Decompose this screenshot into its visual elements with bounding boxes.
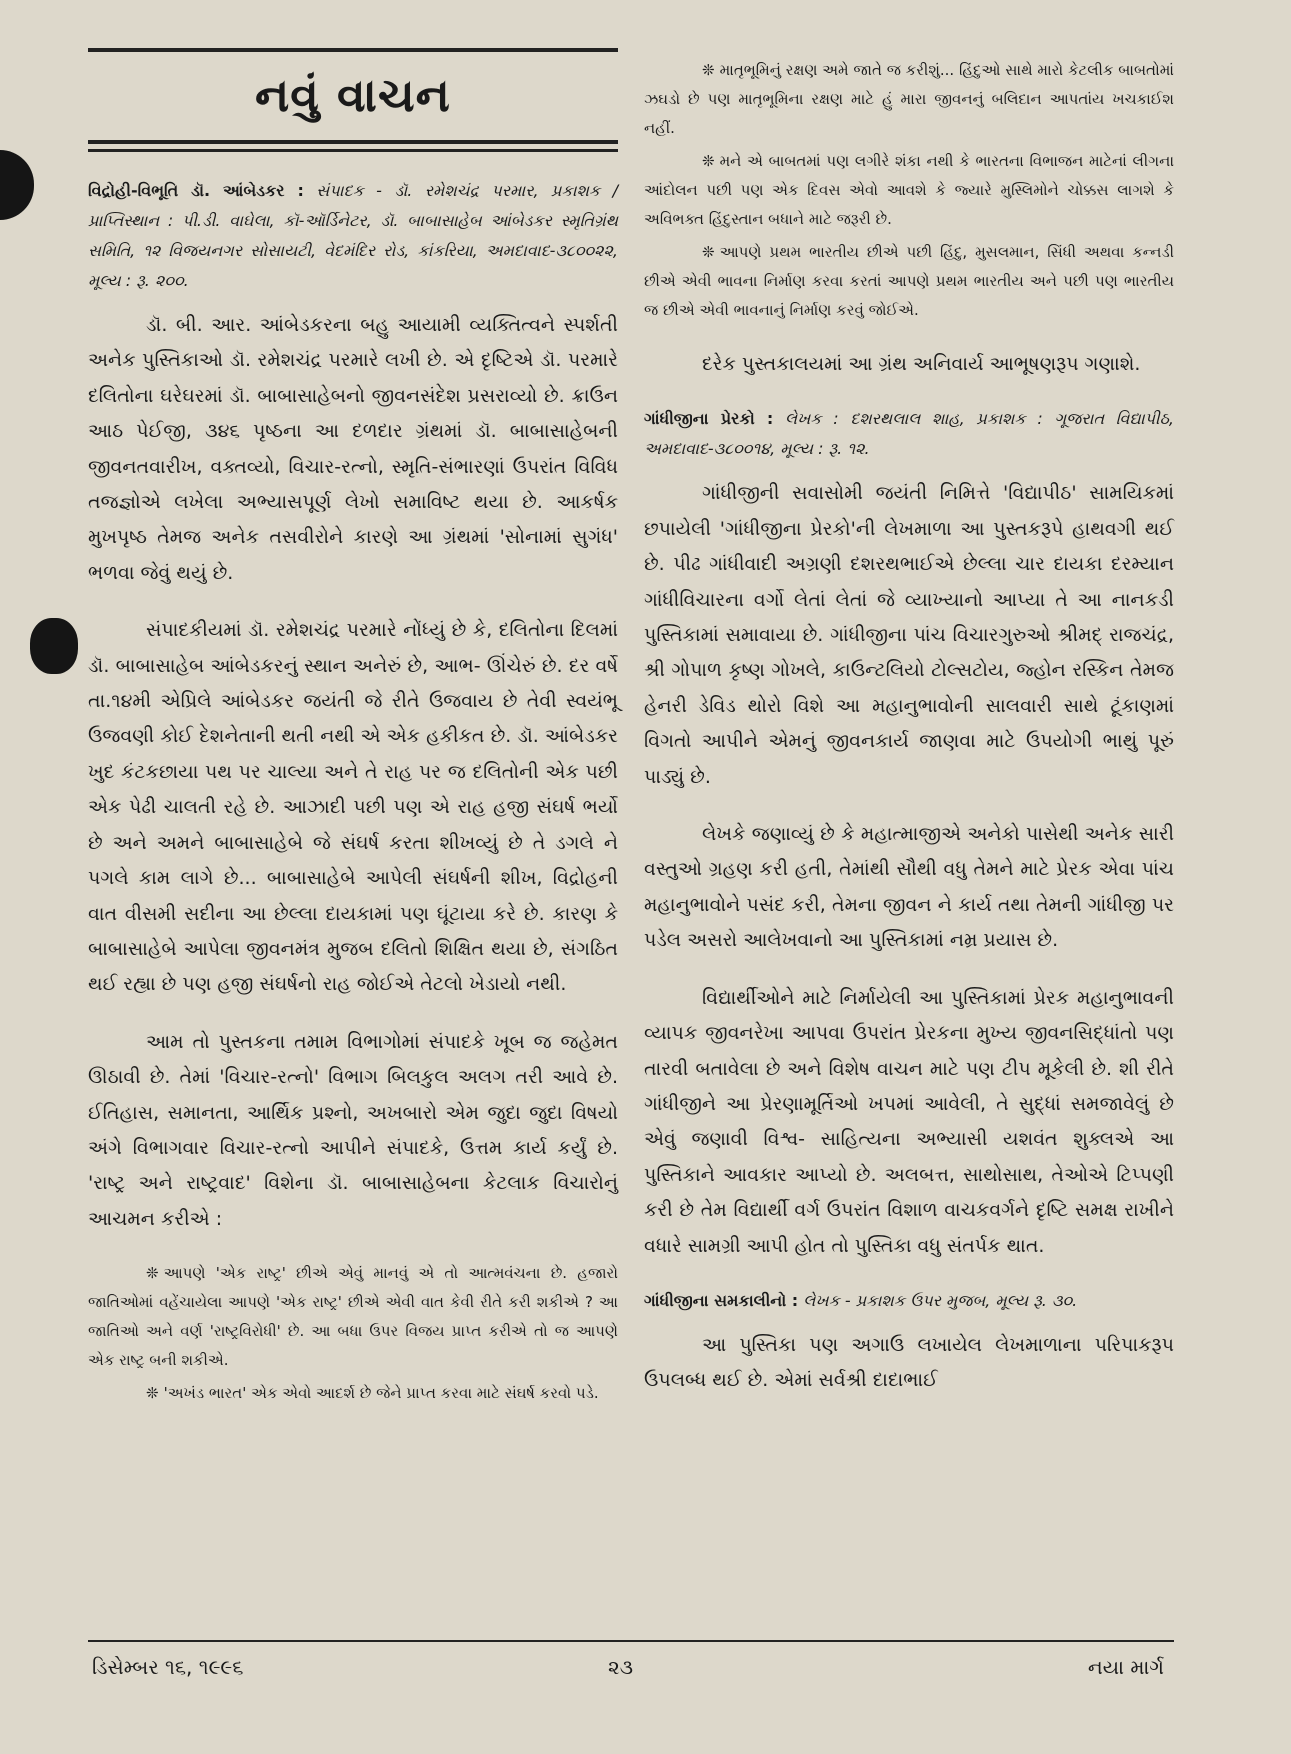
quote [644, 147, 1174, 234]
book-info [644, 1286, 1174, 1316]
paragraph: ડૉ. બી. આર. આંબેડકરના બહુ આયામી વ્યક્તિત્વને સ્પર્શતી અનેક પુસ્તિકાઓ ડૉ. રમેશચંદ્ર પરમારે લખી છે. એ દૃષ્ટિએ ડૉ. પરમારે દલિતોના ઘરેઘરમાં ડૉ. બાબાસાહેબનો જીવનસંદેશ પ્રસરાવ્યો છે. ક્રાઉન આઠ પેઈજી, ૩૪૬ પૃષ્ઠના આ દળદાર ગ્રંથમાં ડૉ. બાબાસાહેબની જીવનતવારીખ, વક્તવ્યો, વિચાર-રત્નો, સ્મૃતિ-સંભારણાં ઉપરાંત વિવિધ તજજ્ઞોએ લખેલા અભ્યાસપૂર્ણ લેખો સમાવિષ્ટ થયા છે. આકર્ષક મુખપૃષ્ઠ તેમજ અનેક તસવીરોને કારણે આ ગ્રંથમાં 'સોનામાં સુગંધ' ભળવા જેવું થયું છે. [88, 314, 618, 584]
book-details: લેખક - પ્રકાશક ઉપર મુજબ, મૂલ્ય રૂ. ૩૦. [798, 1290, 1078, 1310]
quote [644, 238, 1174, 325]
quote [88, 1259, 618, 1375]
quote-text: માતૃભૂમિનું રક્ષણ અમે જાતે જ કરીશું... હિંદુઓ સાથે મારો કેટલીક બાબતોમાં ઝઘડો છે પણ માતૃભૂમિના રક્ષણ માટે હું મારા જીવનનું બલિદાન આપતાંય ખચકાઈશ નહીં. [644, 61, 1174, 137]
book-details: લેખક : દશરથલાલ શાહ, પ્રકાશક : ગૂજરાત વિદ્યાપીઠ, અમદાવાદ-૩૮૦૦૧૪, મૂલ્ય : રૂ. ૧૨. [644, 409, 1174, 459]
issue-date: ડિસેમ્બર ૧૬, ૧૯૯૬ [92, 1655, 244, 1679]
book-title: વિદ્રોહી-વિભૂતિ ડૉ. આંબેડકર : [88, 181, 304, 200]
page-footer [88, 1640, 1174, 1690]
paragraph: વિદ્યાર્થીઓને માટે નિર્માયેલી આ પુસ્તિકામાં પ્રેરક મહાનુભાવની વ્યાપક જીવનરેખા આપવા ઉપરાંત પ્રેરકના મુખ્ય જીવનસિદ્ધાંતો પણ તારવી બતાવેલા છે અને વિશેષ વાચન માટે પણ ટીપ મૂકેલી છે. શી રીતે ગાંધીજીને આ પ્રેરણામૂર્તિઓ ખપમાં આવેલી, તે સુદ્ધાં સમજાવેલું છે એવું જણાવી વિશ્વ- સાહિત્યના અભ્યાસી યશવંત શુક્લએ આ પુસ્તિકાને આવકાર આપ્યો છે. અલબત્ત, સાથોસાથ, તેઓએ ટિપ્પણી કરી છે તેમ વિદ્યાર્થી વર્ગ ઉપરાંત વિશાળ વાચકવર્ગને દૃષ્ટિ સમક્ષ રાખીને વધારે સામગ્રી આપી હોત તો પુસ્તિકા વધુ સંતર્પક થાત. [644, 986, 1174, 1257]
quote-text: 'અખંડ ભારત' એક એવો આદર્શ છે જેને પ્રાપ્ત કરવા માટે સંઘર્ષ કરવો પડે. [163, 1384, 599, 1403]
paragraph: આમ તો પુસ્તકના તમામ વિભાગોમાં સંપાદકે ખૂબ જ જહેમત ઊઠાવી છે. તેમાં 'વિચાર-રત્નો' વિભાગ બિલકુલ અલગ તરી આવે છે. ઈતિહાસ, સમાનતા, આર્થિક પ્રશ્નો, અખબારો એમ જુદા જુદા વિષયો અંગે વિભાગવાર વિચાર-રત્નો આપીને સંપાદકે, ઉત્તમ કાર્ય કર્યું છે. 'રાષ્ટ્ર અને રાષ્ટ્રવાદ' વિશેના ડૉ. બાબાસાહેબના કેટલાક વિચારોનું આચમન કરીએ : [88, 1030, 618, 1230]
quote [88, 1379, 618, 1408]
quote-text: આપણે 'એક રાષ્ટ્ર' છીએ એવું માનવું એ તો આત્મવંચના છે. હજારો જાતિઓમાં વહેંચાયેલા આપણે 'એક રાષ્ટ્ર' છીએ એવી વાત કેવી રીતે કરી શકીએ ? આ જાતિઓ અને વર્ણ 'રાષ્ટ્રવિરોધી' છે. આ બધા ઉપર વિજય પ્રાપ્ત કરીએ તો જ આપણે એક રાષ્ટ્ર બની શકીએ. [88, 1264, 618, 1370]
page-number: ૨૩ [608, 1655, 634, 1679]
top-rule [88, 48, 618, 52]
left-column [88, 48, 618, 1412]
flower-ornament-icon: ❊ [702, 152, 715, 170]
book-details: સંપાદક - ડૉ. રમેશચંદ્ર પરમાર, પ્રકાશક / પ્રાપ્તિસ્થાન : પી.ડી. વાઘેલા, કૉ-ઑર્ડિનેટર, ડૉ. બાબાસાહેબ આંબેડકર સ્મૃતિગ્રંથ સમિતિ, ૧૨ વિજયનગર સોસાયટી, વેદમંદિર રોડ, કાંકરિયા, અમદાવાદ-૩૮૦૦૨૨, મૂલ્ય : રૂ. ૨૦૦. [88, 181, 618, 290]
title-rule [88, 149, 618, 152]
book-title: ગાંધીજીના પ્રેરકો : [644, 409, 774, 429]
publication-name: નયા માર્ગ [1087, 1655, 1164, 1679]
section-title: નવું વાચન [255, 68, 451, 122]
book-title: ગાંધીજીના સમકાલીનો : [644, 1290, 799, 1310]
flower-ornament-icon: ❊ [146, 1264, 159, 1283]
paragraph: દરેક પુસ્તકાલયમાં આ ગ્રંથ અનિવાર્ય આભૂષણરૂપ ગણાશે. [702, 353, 1141, 375]
paragraph: આ પુસ્તિકા પણ અગાઉ લખાયેલ લેખમાળાના પરિપાકરૂપ ઉપલબ્ધ થઈ છે. એમાં સર્વશ્રી દાદાભાઈ [644, 1333, 1174, 1392]
paragraph: ગાંધીજીની સવાસોમી જયંતી નિમિત્તે 'વિદ્યાપીઠ' સામયિકમાં છપાયેલી 'ગાંધીજીના પ્રેરકો'ની લેખમાળા આ પુસ્તકરૂપે હાથવગી થઈ છે. પીઢ ગાંધીવાદી અગ્રણી દશરથભાઈએ છેલ્લા ચાર દાયકા દરમ્યાન ગાંધીવિચારના વર્ગો લેતાં લેતાં જે વ્યાખ્યાનો આપ્યા તે આ નાનકડી પુસ્તિકામાં સમાવાયા છે. ગાંધીજીના પાંચ વિચારગુરુઓ શ્રીમદ્ રાજચંદ્ર, શ્રી ગોપાળ કૃષ્ણ ગોખલે, કાઉન્ટલિયો ટોલ્સટોય, જ્હોન રસ્કિન તેમજ હેનરી ડેવિડ થોરો વિશે આ મહાનુભાવોની સાલવારી સાથે ટૂંકાણમાં વિગતો આપીને એમનું જીવનકાર્ય જાણવા માટે ઉપયોગી ભાથું પૂરું પાડ્યું છે. [644, 482, 1174, 788]
ink-blot [30, 618, 78, 674]
quote-text: આપણે પ્રથમ ભારતીય છીએ પછી હિંદુ, મુસલમાન, સિંધી અથવા કન્નડી છીએ એવી ભાવના નિર્માણ કરવા કરતાં આપણે પ્રથમ ભારતીય અને પછી પણ ભારતીય જ છીએ એવી ભાવનાનું નિર્માણ કરવું જોઈએ. [644, 243, 1174, 319]
book-info [88, 176, 618, 296]
quote-text: મને એ બાબતમાં પણ લગીરે શંકા નથી કે ભારતના વિભાજન માટેનાં લીગના આંદોલન પછી પણ એક દિવસ એવો આવશે કે જ્યારે મુસ્લિમોને ચોક્કસ લાગશે કે અવિભક્ત હિંદુસ્તાન બધાને માટે જરૂરી છે. [644, 152, 1174, 228]
ink-blot [0, 150, 34, 220]
title-rule [88, 140, 618, 144]
quote [644, 56, 1174, 143]
flower-ornament-icon: ❊ [702, 243, 715, 261]
paragraph: લેખકે જણાવ્યું છે કે મહાત્માજીએ અનેકો પાસેથી અનેક સારી વસ્તુઓ ગ્રહણ કરી હતી, તેમાંથી સૌથી વધુ તેમને માટે પ્રેરક એવા પાંચ મહાનુભાવોને પસંદ કરી, તેમના જીવન ને કાર્ય તથા તેમની ગાંધીજી પર પડેલ અસરો આલેખવાનો આ પુસ્તિકામાં નમ્ર પ્રયાસ છે. [644, 823, 1174, 952]
book-info [644, 404, 1174, 464]
paragraph: સંપાદકીયમાં ડૉ. રમેશચંદ્ર પરમારે નોંધ્યું છે કે, દલિતોના દિલમાં ડૉ. બાબાસાહેબ આંબેડકરનું સ્થાન અનેરું છે, આભ- ઊંચેરું છે. દર વર્ષે તા.૧૪મી એપ્રિલે આંબેડકર જયંતી જે રીતે ઉજવાય છે તેવી સ્વયંભૂ ઉજવણી કોઈ દેશનેતાની થતી નથી એ એક હકીકત છે. ડૉ. આંબેડકર ખુદ કંટકછાયા પથ પર ચાલ્યા અને તે રાહ પર જ દલિતોની એક પછી એક પેઢી ચાલતી રહે છે. આઝાદી પછી પણ એ રાહ હજી સંઘર્ષ ભર્યો છે અને અમને બાબાસાહેબે જે સંઘર્ષ કરતા શીખવ્યું છે તે ડગલે ને પગલે કામ લાગે છે... બાબાસાહેબે આપેલી સંઘર્ષની શીખ, વિદ્રોહની વાત વીસમી સદીના આ છેલ્લા દાયકામાં પણ ઘૂંટાયા કરે છે. કારણ કે બાબાસાહેબે આપેલા જીવનમંત્ર મુજબ દલિતો શિક્ષિત થયા છે, સંગઠિત થઈ રહ્યા છે પણ હજી સંઘર્ષનો રાહ જોઈએ તેટલો ખેડાયો નથી. [88, 619, 618, 996]
flower-ornament-icon: ❊ [702, 61, 715, 79]
right-column [644, 56, 1174, 1421]
flower-ornament-icon: ❊ [146, 1384, 159, 1403]
